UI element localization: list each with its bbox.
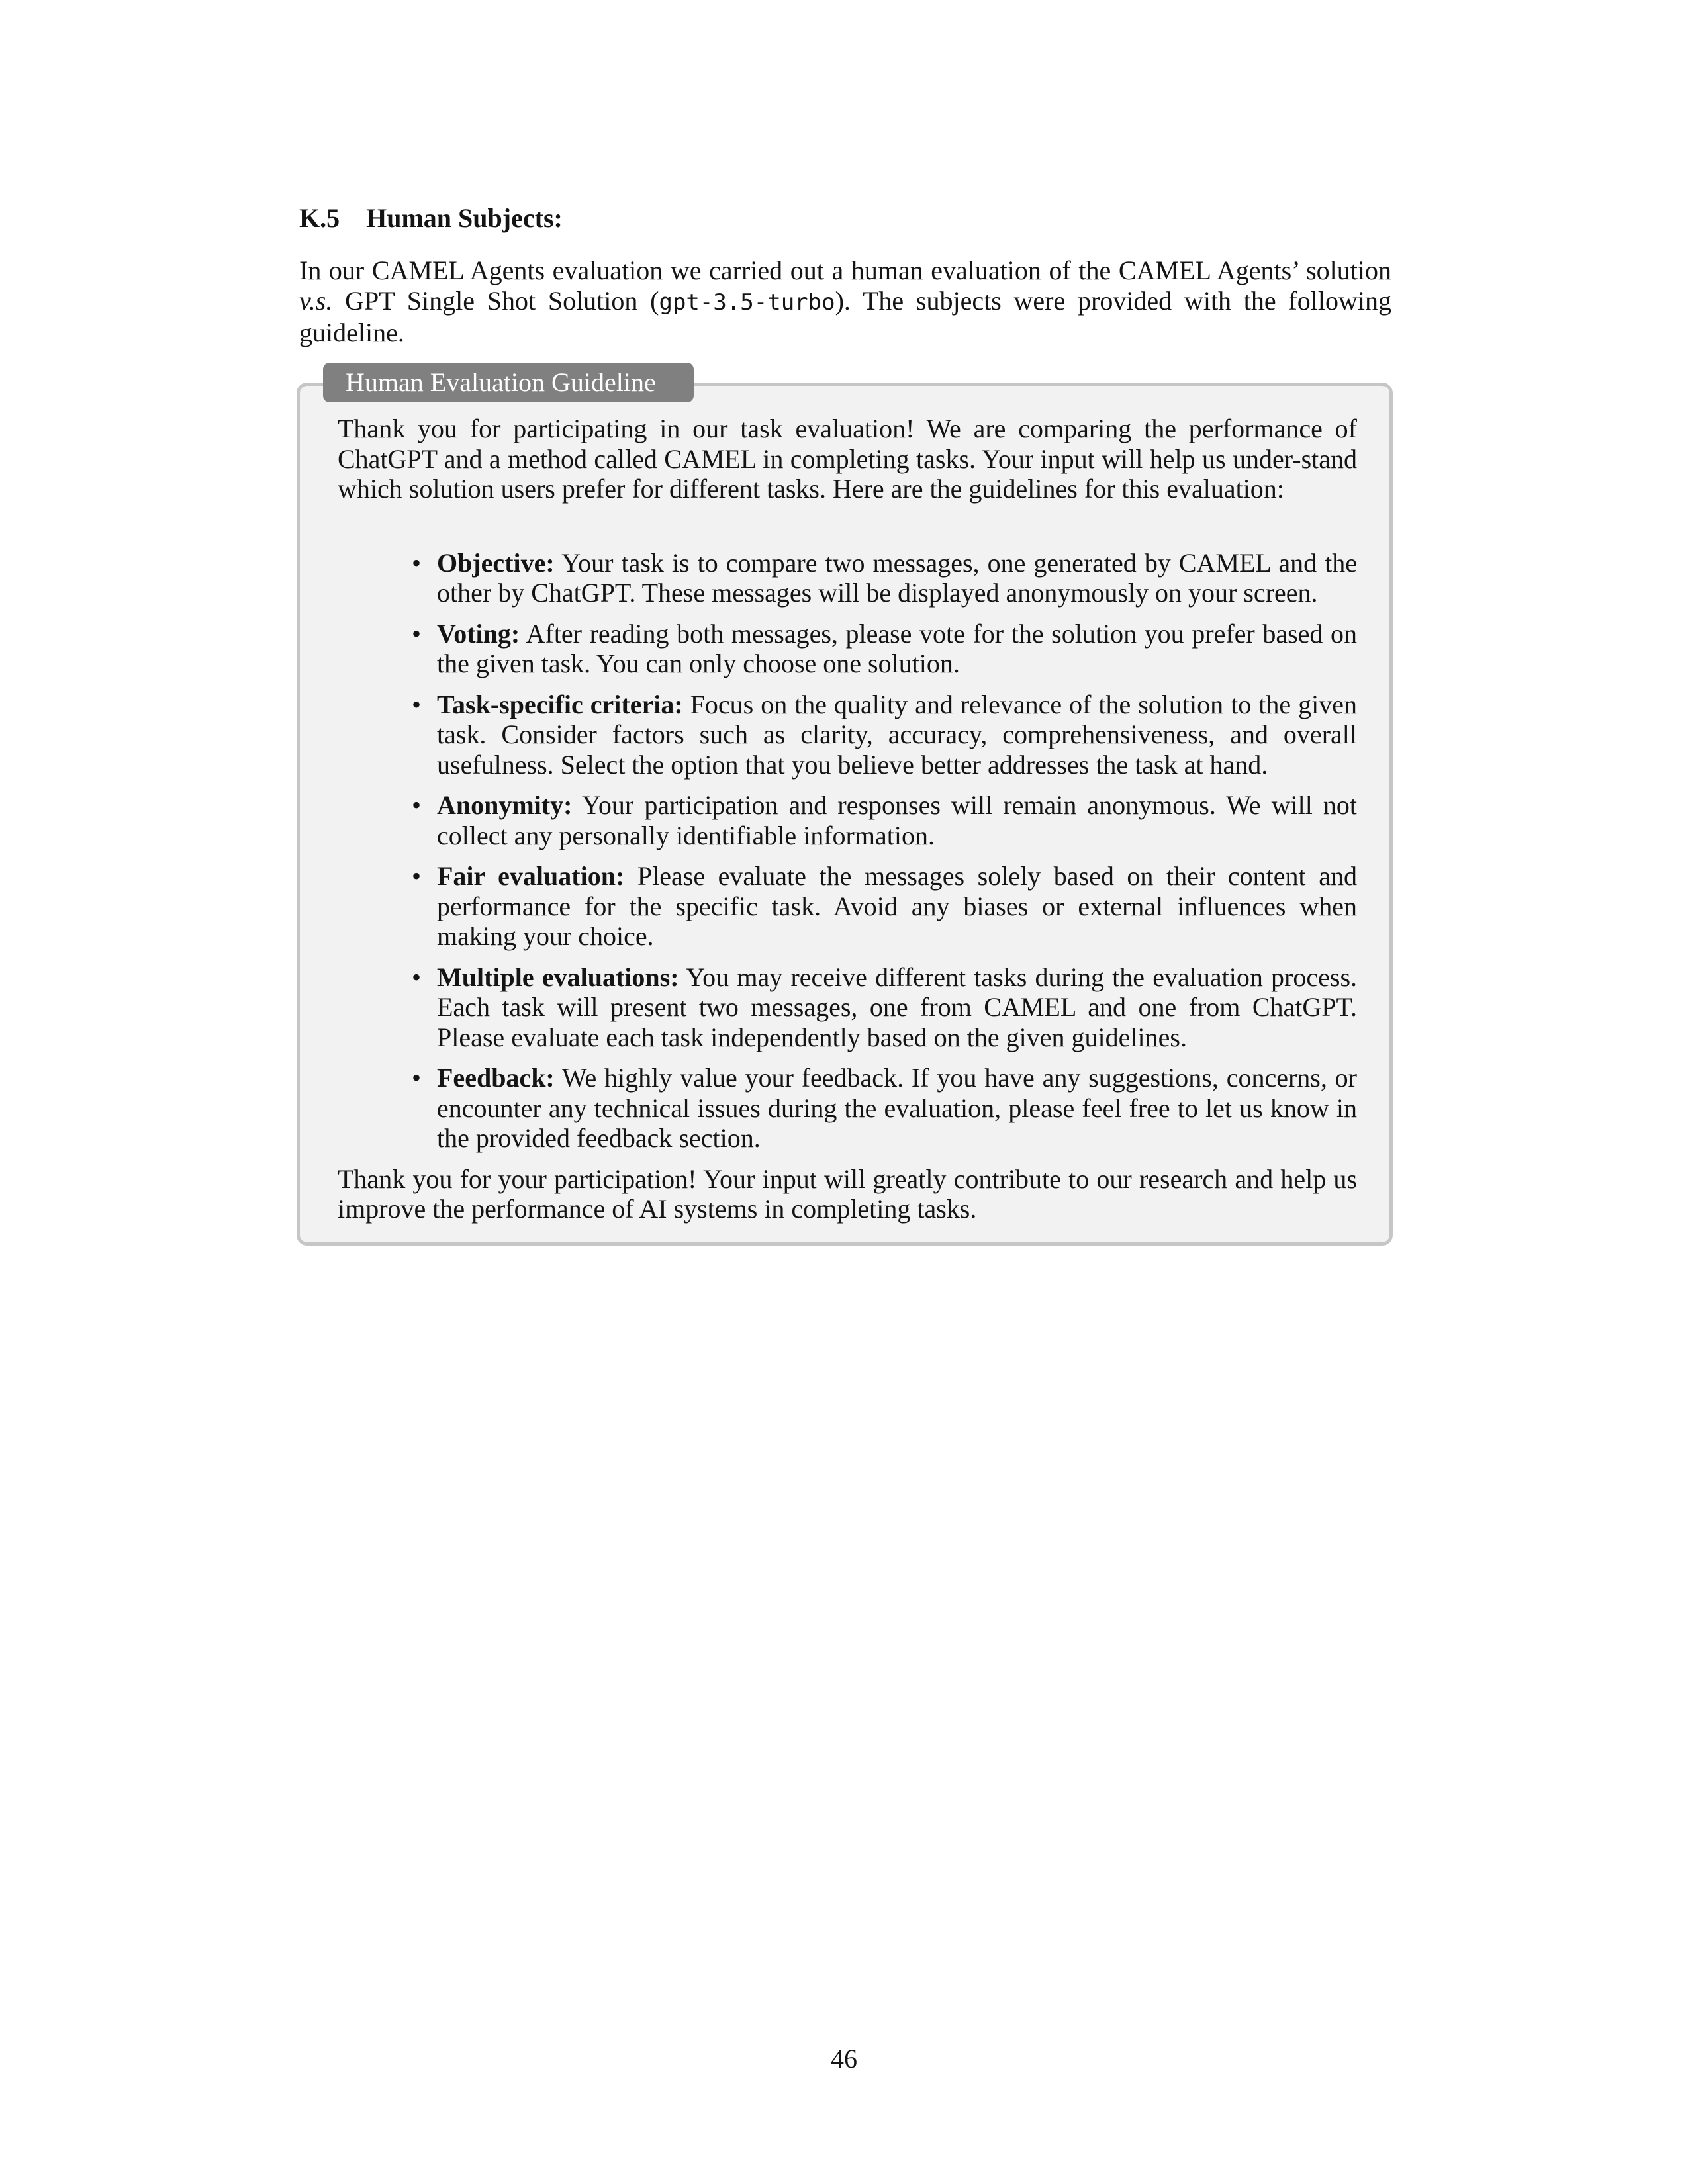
intro-text-middle: GPT Single Shot Solution ( <box>332 286 659 316</box>
guideline-item-voting <box>412 618 1357 679</box>
guideline-item-label: Voting: <box>437 618 520 649</box>
page-number: 46 <box>831 2044 857 2073</box>
bullet-marker: • <box>412 790 422 820</box>
bullet-marker: • <box>412 689 422 719</box>
guideline-item-label: Task-specific criteria: <box>437 689 683 719</box>
bullet-marker: • <box>412 618 422 649</box>
guideline-item-objective <box>412 547 1358 608</box>
guideline-item-label: Anonymity: <box>437 790 573 820</box>
guideline-item-label: Multiple evaluations: <box>437 962 679 992</box>
guideline-content <box>338 414 1357 1224</box>
guideline-item-fair-evaluation <box>412 861 1358 952</box>
intro-paragraph <box>299 255 1391 348</box>
bullet-marker: • <box>412 861 422 891</box>
guideline-item-text: After reading both messages, please vote for the solution you prefer based on the given task. You can only choose one solution. <box>437 618 1357 678</box>
intro-italic-vs: v.s. <box>299 286 333 316</box>
bullet-marker: • <box>412 962 422 992</box>
section-heading <box>299 199 563 238</box>
guideline-item-label: Feedback: <box>437 1063 555 1093</box>
guideline-item-multiple-evaluations <box>412 962 1358 1053</box>
section-title: Human Subjects: <box>366 203 563 233</box>
bullet-marker: • <box>412 1063 422 1093</box>
guideline-item-text: Your participation and responses will remain anonymous. We will not collect any personally identifiable information. <box>437 790 1357 850</box>
guideline-item-feedback <box>412 1063 1358 1154</box>
guideline-item-text: Your task is to compare two messages, one generated by CAMEL and the other by ChatGPT. These messages will be displayed anonymously on your screen. <box>437 547 1358 608</box>
guideline-box-title: Human Evaluation Guideline <box>323 363 694 402</box>
guideline-item-task-specific-criteria <box>412 689 1357 780</box>
guideline-list <box>338 548 1357 1154</box>
intro-model-code: gpt-3.5-turbo <box>659 289 835 316</box>
guideline-item-text: You may receive different tasks during the evaluation process. Each task will present two messages, one from CAMEL and one from ChatGPT. Please evaluate each task independently based on the given guidelines. <box>437 962 1358 1052</box>
guideline-item-anonymity <box>412 790 1357 850</box>
guideline-opening: Thank you for participating in our task evaluation! We are comparing the performance of ChatGPT and a method called CAMEL in completing tasks. Your input will help us under-stand which solution users prefer for different tasks. Here are the guidelines for this evaluation: <box>338 414 1357 504</box>
guideline-item-text: We highly value your feedback. If you have any suggestions, concerns, or encounter any technical issues during the evaluation, please feel free to let us know in the provided feedback section. <box>437 1063 1358 1153</box>
guideline-item-label: Fair evaluation: <box>437 861 625 891</box>
guideline-item-text: Focus on the quality and relevance of the solution to the given task. Consider factors such as clarity, accuracy, comprehensiveness, and overall usefulness. Select the option that you believe better addresses the task at hand. <box>437 689 1357 780</box>
guideline-closing: Thank you for your participation! Your input will greatly contribute to our research and help us improve the performance of AI systems in completing tasks. <box>338 1163 1357 1224</box>
guideline-item-text: Please evaluate the messages solely based on their content and performance for the specific task. Avoid any biases or external influences when making your choice. <box>437 861 1358 951</box>
intro-text-start: In our CAMEL Agents evaluation we carried out a human evaluation of the CAMEL Agents’ solution <box>299 255 1391 285</box>
intro-text-end: ). The subjects were provided with the following guideline. <box>299 286 1391 347</box>
guideline-item-label: Objective: <box>437 547 555 578</box>
section-number: K.5 <box>299 203 340 233</box>
bullet-marker: • <box>412 547 422 578</box>
